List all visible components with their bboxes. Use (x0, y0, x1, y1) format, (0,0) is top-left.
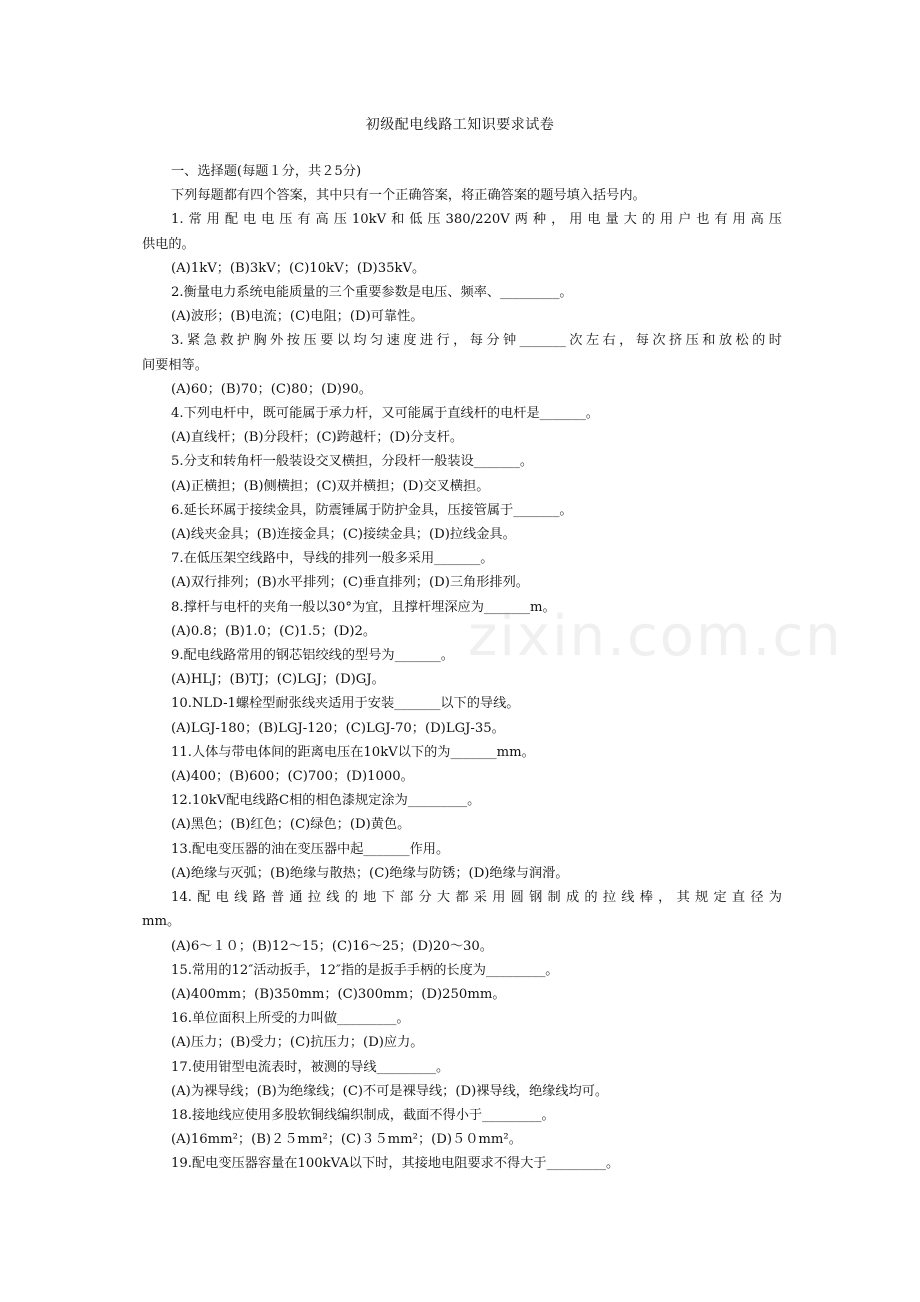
question-stem: 19.配电变压器容量在100kVA以下时，其接地电阻要求不得大于_________。 (171, 1156, 620, 1172)
question-stem-continuation: 供电的。 (142, 236, 195, 252)
question-options: (A)0.8；(B)1.0；(C)1.5；(D)2。 (171, 623, 377, 639)
document-title: 初级配电线路工知识要求试卷 (365, 117, 555, 133)
question-stem: 18.接地线应使用多股软铜线编织制成，截面不得小于_________。 (171, 1107, 555, 1123)
question-stem: 11.人体与带电体间的距离电压在10kV以下的为_______mm。 (171, 744, 535, 760)
question-stem: 13.配电变压器的油在变压器中起_______作用。 (171, 841, 450, 857)
question-options: (A)6～１０；(B)12～15；(C)16～25；(D)20～30。 (171, 938, 493, 954)
question-options: (A)LGJ-180；(B)LGJ-120；(C)LGJ-70；(D)LGJ-35。 (171, 720, 505, 736)
question-options: (A)16mm²；(B)２５mm²；(C)３５mm²；(D)５０mm²。 (171, 1132, 522, 1148)
question-stem: 12.10kV配电线路C相的相色漆规定涂为_________。 (171, 793, 481, 809)
watermark: zixin.com.cn (468, 604, 843, 669)
question-options: (A)双行排列；(B)水平排列；(C)垂直排列；(D)三角形排列。 (171, 575, 529, 591)
question-options: (A)400mm；(B)350mm；(C)300mm；(D)250mm。 (171, 986, 506, 1002)
question-options: (A)1kV；(B)3kV；(C)10kV；(D)35kV。 (171, 260, 426, 276)
instructions: 下列每题都有四个答案，其中只有一个正确答案，将正确答案的题号填入括号内。 (171, 188, 646, 204)
document-body (142, 160, 782, 1177)
question-stem: 4.下列电杆中，既可能属于承力杆，又可能属于直线杆的电杆是_______。 (171, 406, 599, 422)
question-options: (A)压力；(B)受力；(C)抗压力；(D)应力。 (171, 1035, 424, 1051)
question-options: (A)60；(B)70；(C)80；(D)90。 (171, 381, 372, 397)
question-stem: 14.配电线路普通拉线的地下部分大都采用圆钢制成的拉线棒，其规定直径为 (171, 890, 782, 906)
question-options: (A)HLJ；(B)TJ；(C)LGJ；(D)GJ。 (171, 672, 385, 688)
question-stem: 3.紧急救护胸外按压要以均匀速度进行，每分钟_______次左右，每次挤压和放松的时 (171, 333, 782, 349)
question-stem-continuation: mm。 (142, 914, 181, 930)
question-stem: 9.配电线路常用的钢芯铝绞线的型号为_______。 (171, 648, 454, 664)
question-stem: 10.NLD-1螺栓型耐张线夹适用于安装_______以下的导线。 (171, 696, 520, 712)
question-options: (A)波形；(B)电流；(C)电阻；(D)可靠性。 (171, 309, 424, 325)
question-stem: 17.使用钳型电流表时，被测的导线_________。 (171, 1059, 450, 1075)
question-options: (A)为裸导线；(B)为绝缘线；(C)不可是裸导线；(D)裸导线，绝缘线均可。 (171, 1083, 609, 1099)
question-stem: 2.衡量电力系统电能质量的三个重要参数是电压、频率、_________。 (171, 285, 573, 301)
question-stem: 1.常用配电电压有高压10kV和低压380/220V两种，用电量大的用户也有用高压 (171, 212, 782, 228)
question-stem: 8.撑杆与电杆的夹角一般以30°为宜，且撑杆埋深应为_______m。 (171, 599, 556, 615)
question-stem: 15.常用的12″活动扳手，12″指的是扳手手柄的长度为_________。 (171, 962, 559, 978)
section-heading: 一、选择题(每题１分，共２5分) (171, 164, 362, 179)
question-options: (A)400；(B)600；(C)700；(D)1000。 (171, 769, 414, 785)
question-stem: 16.单位面积上所受的力叫做_________。 (171, 1011, 410, 1027)
question-options: (A)黑色；(B)红色；(C)绿色；(D)黄色。 (171, 817, 411, 833)
question-stem: 7.在低压架空线路中，导线的排列一般多采用_______。 (171, 551, 494, 567)
question-options: (A)绝缘与灭弧；(B)绝缘与散热；(C)绝缘与防锈；(D)绝缘与润滑。 (171, 865, 569, 881)
question-options: (A)线夹金具；(B)连接金具；(C)接续金具；(D)拉线金具。 (171, 527, 516, 543)
question-options: (A)正横担；(B)侧横担；(C)双并横担；(D)交叉横担。 (171, 478, 490, 494)
question-stem: 6.延长环属于接续金具，防震锤属于防护金具，压接管属于_______。 (171, 502, 573, 518)
question-stem: 5.分支和转角杆一般装设交叉横担，分段杆一般装设_______。 (171, 454, 534, 470)
question-options: (A)直线杆；(B)分段杆；(C)跨越杆；(D)分支杆。 (171, 430, 464, 446)
question-stem-continuation: 间要相等。 (142, 357, 208, 373)
